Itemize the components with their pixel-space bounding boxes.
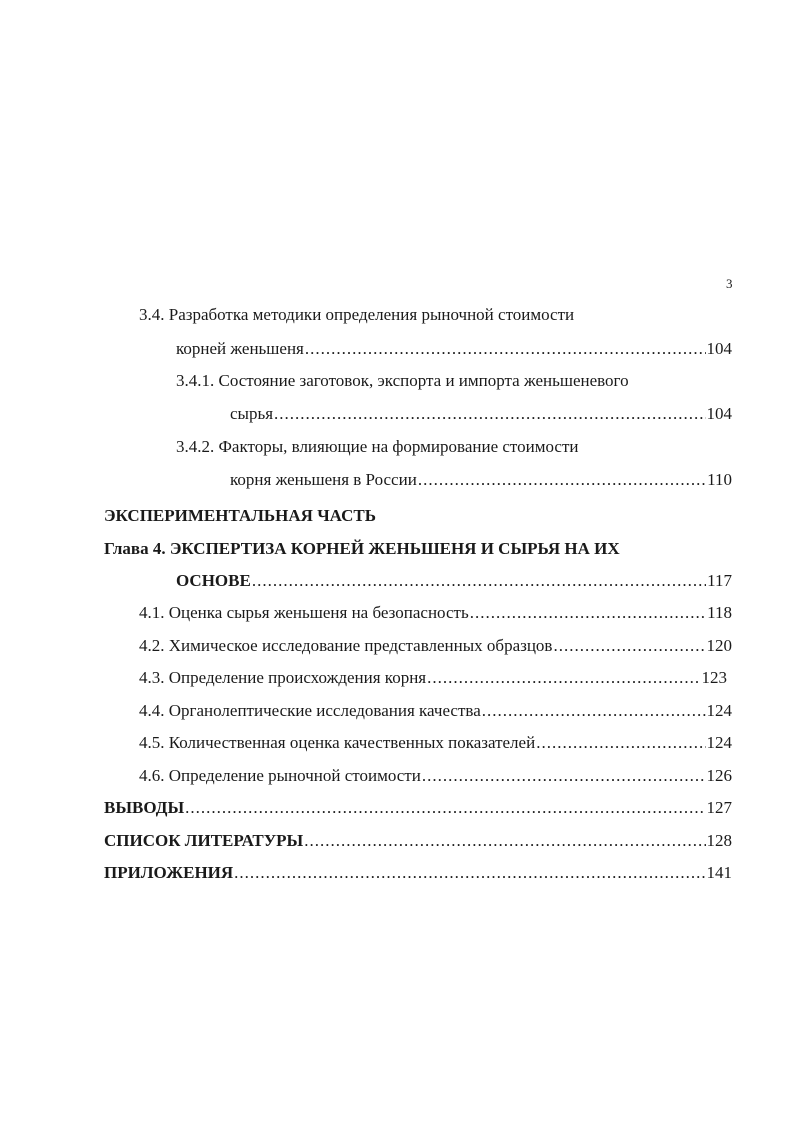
- toc-entry-label: ПРИЛОЖЕНИЯ: [104, 863, 234, 882]
- toc-page-number: 123: [701, 668, 727, 687]
- chapter-title-label: Глава 4. ЭКСПЕРТИЗА КОРНЕЙ ЖЕНЬШЕНЯ И СЫРЬЯ НА ИХ: [104, 539, 620, 558]
- leader-dots: [274, 403, 705, 425]
- toc-entry-4-5[interactable]: [139, 732, 732, 754]
- toc-page-number: 104: [706, 339, 732, 358]
- toc-entry-label: 4.1. Оценка сырья женьшеня на безопасность: [139, 603, 469, 622]
- leader-dots: [234, 862, 705, 884]
- toc-entry-3-4-1[interactable]: [230, 403, 732, 425]
- toc-entry-label: сырья: [230, 404, 274, 423]
- toc-page-number: 141: [706, 863, 732, 882]
- toc-page-number: 117: [707, 571, 732, 590]
- toc-entry-label: СПИСОК ЛИТЕРАТУРЫ: [104, 831, 304, 850]
- toc-entry-label: ВЫВОДЫ: [104, 798, 185, 817]
- toc-entry-3-4-2-title: [176, 436, 578, 458]
- toc-entry-3-4[interactable]: [176, 338, 732, 360]
- chapter-4-title: [104, 538, 620, 560]
- toc-page-number: 104: [706, 404, 732, 423]
- leader-dots: [422, 765, 706, 787]
- leader-dots: [305, 338, 706, 360]
- toc-entry-label: 4.5. Количественная оценка качественных показателей: [139, 733, 536, 752]
- leader-dots: [185, 797, 705, 819]
- toc-entry-4-1[interactable]: [139, 602, 732, 624]
- section-heading: [104, 505, 376, 527]
- toc-page-number: 118: [707, 603, 732, 622]
- toc-entry-label: 4.6. Определение рыночной стоимости: [139, 766, 421, 785]
- toc-entry-label: 3.4. Разработка методики определения рыночной стоимости: [139, 305, 575, 324]
- toc-page-number: 124: [706, 733, 732, 752]
- toc-page-number: 120: [706, 636, 732, 655]
- leader-dots: [470, 602, 706, 624]
- toc-entry-3-4-title: [139, 304, 574, 326]
- toc-entry-label: корня женьшеня в России: [230, 470, 417, 489]
- leader-dots: [418, 469, 706, 491]
- leader-dots: [482, 700, 706, 722]
- leader-dots: [252, 570, 706, 592]
- toc-entry-references[interactable]: [104, 830, 732, 852]
- page-number: 3: [726, 276, 733, 291]
- toc-entry-3-4-2[interactable]: [230, 469, 732, 491]
- leader-dots: [304, 830, 705, 852]
- leader-dots: [427, 667, 700, 689]
- leader-dots: [536, 732, 705, 754]
- toc-entry-chapter-4[interactable]: [176, 570, 732, 592]
- toc-entry-label: 3.4.1. Состояние заготовок, экспорта и импорта женьшеневого: [176, 371, 629, 390]
- section-heading-label: ЭКСПЕРИМЕНТАЛЬНАЯ ЧАСТЬ: [104, 506, 376, 525]
- toc-entry-label: 4.4. Органолептические исследования качества: [139, 701, 481, 720]
- toc-entry-4-3[interactable]: [139, 667, 727, 689]
- toc-entry-appendices[interactable]: [104, 862, 732, 884]
- toc-entry-label: 3.4.2. Факторы, влияющие на формирование стоимости: [176, 437, 579, 456]
- toc-entry-4-2[interactable]: [139, 635, 732, 657]
- toc-entry-label: 4.3. Определение происхождения корня: [139, 668, 427, 687]
- toc-entry-4-6[interactable]: [139, 765, 732, 787]
- toc-page-number: 124: [706, 701, 732, 720]
- toc-entry-label: ОСНОВЕ: [176, 571, 251, 590]
- toc-entry-label: 4.2. Химическое исследование представленных образцов: [139, 636, 553, 655]
- toc-entry-label: корней женьшеня: [176, 339, 304, 358]
- toc-page-number: 110: [707, 470, 732, 489]
- toc-entry-4-4[interactable]: [139, 700, 732, 722]
- toc-page-number: 127: [706, 798, 732, 817]
- toc-page-number: 128: [706, 831, 732, 850]
- toc-entry-3-4-1-title: [176, 370, 629, 392]
- toc-page-number: 126: [706, 766, 732, 785]
- leader-dots: [553, 635, 705, 657]
- toc-entry-conclusions[interactable]: [104, 797, 732, 819]
